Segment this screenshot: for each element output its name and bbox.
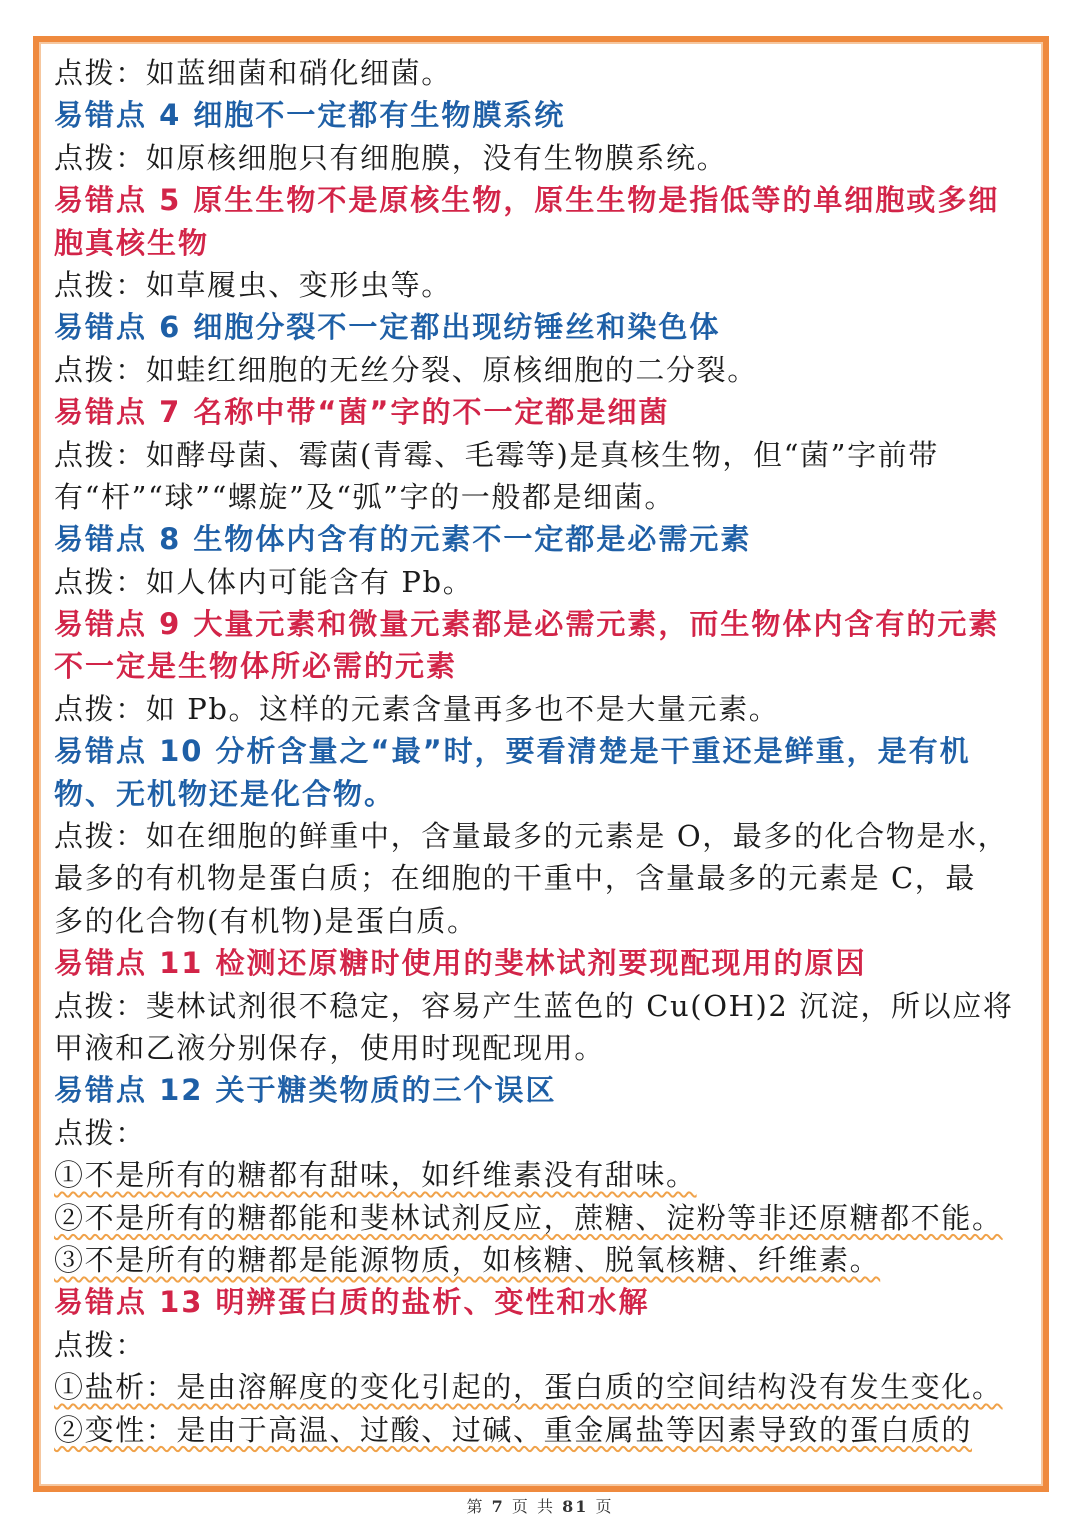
mistake-heading-11: 易错点 11 检测还原糖时使用的斐林试剂要现配现用的原因 <box>54 946 867 981</box>
mistake-heading-5: 易错点 5 原生生物不是原核生物，原生生物是指低等的单细胞或多细 <box>54 183 1000 218</box>
tip-line: 最多的有机物是蛋白质；在细胞的干重中，含量最多的元素是 C，最 <box>54 861 977 896</box>
tip-line: 点拨：斐林试剂很不稳定，容易产生蓝色的 Cu(OH)2 沉淀，所以应将 <box>54 988 1014 1023</box>
mistake-heading-8: 易错点 8 生物体内含有的元素不一定都是必需元素 <box>54 522 752 557</box>
tip-line: 点拨： <box>54 1115 146 1150</box>
tip-line: 甲液和乙液分别保存，使用时现配现用。 <box>54 1030 605 1065</box>
mistake-heading-6: 易错点 6 细胞分裂不一定都出现纺锤丝和染色体 <box>54 310 721 345</box>
mistake-heading-9: 易错点 9 大量元素和微量元素都是必需元素，而生物体内含有的元素 <box>54 607 1000 642</box>
tip-line: 点拨：如 Pb。这样的元素含量再多也不是大量元素。 <box>54 691 780 726</box>
mistake-heading-12: 易错点 12 关于糖类物质的三个误区 <box>54 1073 557 1108</box>
footer-suffix: 页 <box>595 1497 614 1516</box>
footer-prefix: 第 <box>466 1497 485 1516</box>
mistake-heading-5-cont: 胞真核生物 <box>54 225 210 260</box>
tip-line: 点拨： <box>54 1327 146 1362</box>
document-body <box>54 52 1034 1451</box>
tip-line: 点拨：如蛙红细胞的无丝分裂、原核细胞的二分裂。 <box>54 352 758 387</box>
total-page-count: 81 <box>562 1497 589 1516</box>
mistake-heading-7: 易错点 7 名称中带“菌”字的不一定都是细菌 <box>54 395 670 430</box>
tip-line: 点拨：如人体内可能含有 Pb。 <box>54 564 474 599</box>
tip-line: 有“杆”“球”“螺旋”及“弧”字的一般都是细菌。 <box>54 479 676 514</box>
footer-middle: 页 共 <box>511 1497 555 1516</box>
tip-point: ③不是所有的糖都是能源物质，如核糖、脱氧核糖、纤维素。 <box>54 1242 881 1277</box>
tip-point: ②变性：是由于高温、过酸、过碱、重金属盐等因素导致的蛋白质的 <box>54 1412 973 1447</box>
mistake-heading-9-cont: 不一定是生物体所必需的元素 <box>54 649 458 684</box>
current-page-number: 7 <box>491 1497 505 1516</box>
mistake-heading-13: 易错点 13 明辨蛋白质的盐析、变性和水解 <box>54 1285 650 1320</box>
tip-line: 多的化合物(有机物)是蛋白质。 <box>54 903 478 938</box>
mistake-heading-10-cont: 物、无机物还是化合物。 <box>54 776 396 811</box>
tip-line: 点拨：如在细胞的鲜重中，含量最多的元素是 O，最多的化合物是水， <box>54 819 1009 854</box>
tip-point: ①不是所有的糖都有甜味，如纤维素没有甜味。 <box>54 1158 697 1193</box>
tip-point: ①盐析：是由溶解度的变化引起的，蛋白质的空间结构没有发生变化。 <box>54 1370 1003 1405</box>
tip-line: 点拨：如草履虫、变形虫等。 <box>54 267 452 302</box>
tip-line: 点拨：如原核细胞只有细胞膜，没有生物膜系统。 <box>54 140 728 175</box>
page-footer <box>0 1494 1080 1517</box>
tip-point: ②不是所有的糖都能和斐林试剂反应，蔗糖、淀粉等非还原糖都不能。 <box>54 1200 1003 1235</box>
mistake-heading-4: 易错点 4 细胞不一定都有生物膜系统 <box>54 98 566 133</box>
tip-line: 点拨：如蓝细菌和硝化细菌。 <box>54 56 452 90</box>
tip-line: 点拨：如酵母菌、霉菌(青霉、毛霉等)是真核生物，但“菌”字前带 <box>54 437 939 472</box>
mistake-heading-10: 易错点 10 分析含量之“最”时，要看清楚是干重还是鲜重，是有机 <box>54 734 971 769</box>
